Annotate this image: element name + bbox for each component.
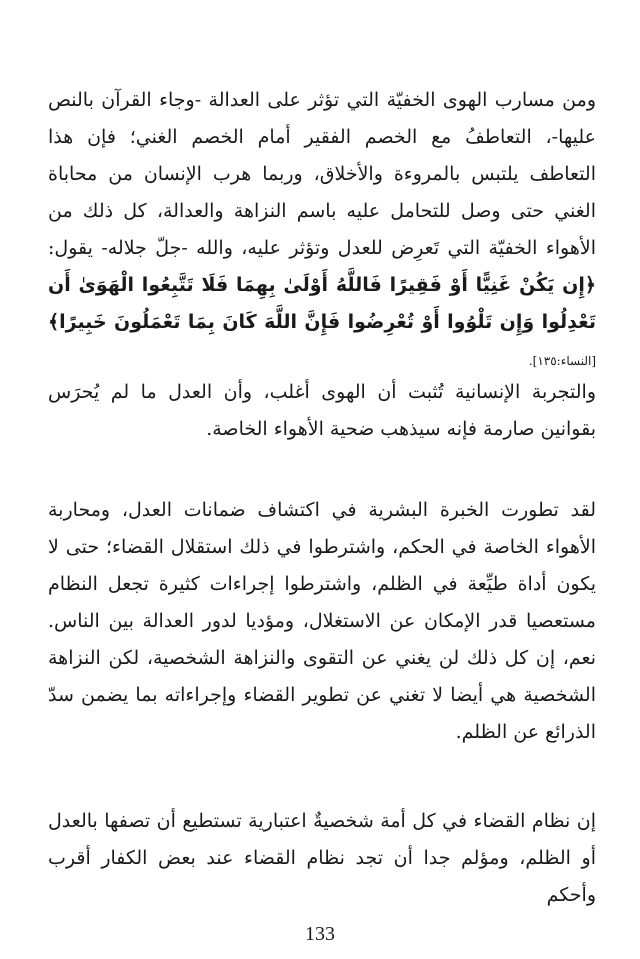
verse-citation: [النساء:١٣٥]. xyxy=(528,354,596,368)
page-number: 133 xyxy=(305,923,335,945)
paragraph-1-text: ومن مسارب الهوى الخفيّة التي تؤثر على العدالة -وجاء القرآن بالنص عليها-، التعاطفُ مع الخصم الفقير أمام الخصم الغني؛ فإن هذا التعاطف يلتبس بالمروءة والأخلاق، وربما هرب الإنسان من محاباة الغني حتى وصل للتحامل عليه باسم النزاهة والعدالة، كل ذلك من الأهواء الخفيّة التي تَعرِض للعدل وتؤثر عليه، والله -جلّ جلاله- يقول: xyxy=(48,89,596,259)
paragraph-1 xyxy=(48,82,596,380)
paragraph-2: والتجربة الإنسانية تُثبت أن الهوى أغلب، وأن العدل ما لم يُحرَس بقوانين صارمة فإنه سيذهب ضحية الأهواء الخاصة. xyxy=(48,381,596,440)
paragraph-4: إن نظام القضاء في كل أمة شخصيةٌ اعتبارية تستطيع أن تصفها بالعدل أو الظلم، ومؤلم جدا أن تجد نظام القضاء عند بعض الكفار أقرب وأحكم xyxy=(48,810,596,906)
quran-verse: ﴿إِن يَكُنْ غَنِيًّا أَوْ فَقِيرًا فَاللَّهُ أَوْلَىٰ بِهِمَا فَلَا تَتَّبِعُوا الْهَوَىٰ أَن تَعْدِلُوا وَإِن تَلْوُوا أَوْ تُعْرِضُوا فَإِنَّ اللَّهَ كَانَ بِمَا تَعْمَلُونَ خَبِيرًا﴾ xyxy=(48,274,596,333)
paragraph-3: لقد تطورت الخبرة البشرية في اكتشاف ضمانات العدل، ومحاربة الأهواء الخاصة في الحكم، واشترطوا في ذلك استقلال القضاء؛ حتى لا يكون أداة طيِّعة في الظلم، واشترطوا إجراءات كثيرة تجعل النظام مستعصيا قدر الإمكان عن الاستغلال، ومؤديا لدور العدالة بين الناس. نعم، إن كل ذلك لن يغني عن التقوى والنزاهة الشخصية، لكن النزاهة الشخصية هي أيضا لا تغني عن تطوير القضاء وإجراءاته بما يضمن سدّ الذرائع عن الظلم. xyxy=(48,499,596,743)
